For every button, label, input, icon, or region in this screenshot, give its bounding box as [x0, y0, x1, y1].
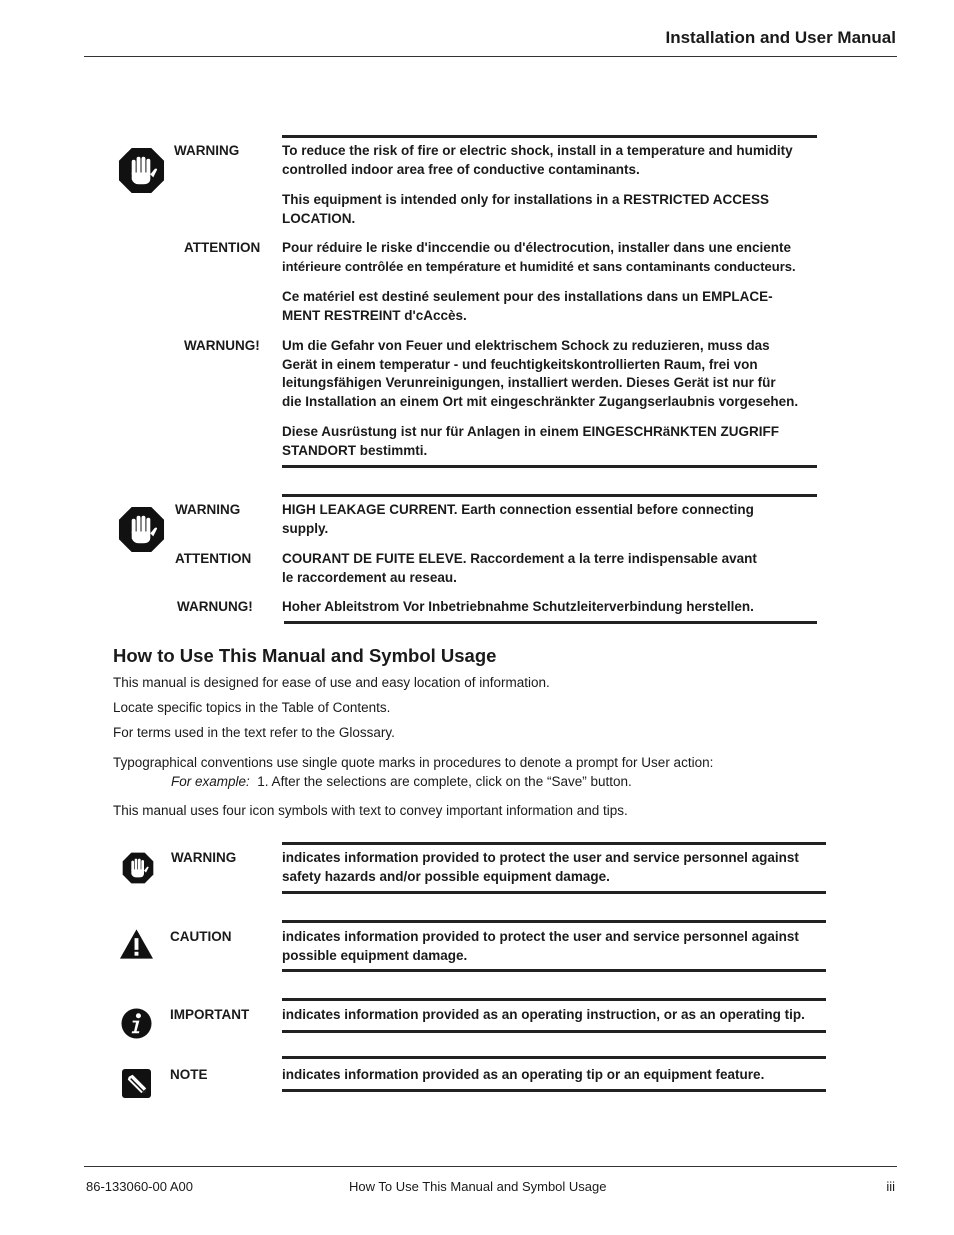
attention-text: Pour réduire le riske d'inccendie ou d'électrocution, installer dans une enciente intérieure contrôlée en température et humidité et sans contaminants conducteurs. — [282, 240, 796, 274]
block-1-top-rule — [282, 135, 817, 138]
example-line — [171, 774, 632, 789]
symbol-description: indicates information provided as an operating instruction, or as an operating tip. — [282, 1007, 805, 1022]
footer-doc-number: 86-133060-00 A00 — [86, 1179, 193, 1194]
warning-text: HIGH LEAKAGE CURRENT. Earth connection essential before connecting supply. — [282, 502, 754, 536]
section-title: How to Use This Manual and Symbol Usage — [113, 645, 497, 666]
attention-label: ATTENTION — [184, 240, 261, 255]
body-paragraph: This manual uses four icon symbols with text to convey important information and tips. — [113, 803, 628, 818]
footer-rule — [84, 1166, 897, 1167]
page-header-title: Installation and User Manual — [665, 28, 896, 47]
attention-label: ATTENTION — [175, 551, 252, 566]
symbol-rule — [282, 842, 826, 845]
attention-text: COURANT DE FUITE ELEVE. Raccordement a la terre indispensable avant le raccordement au reseau. — [282, 551, 757, 585]
footer-section-title: How To Use This Manual and Symbol Usage — [349, 1179, 607, 1194]
example-label: For example: — [171, 774, 250, 789]
block-1-bottom-rule — [282, 465, 817, 468]
stop-hand-icon — [118, 147, 165, 194]
body-paragraph: This manual is designed for ease of use and easy location of information. — [113, 675, 550, 690]
caution-triangle-icon — [119, 928, 154, 960]
warnung-label: WARNUNG! — [177, 599, 253, 614]
info-icon — [121, 1008, 152, 1039]
symbol-label: NOTE — [170, 1067, 208, 1082]
warning-label: WARNING — [175, 502, 241, 517]
warnung-text: Um die Gefahr von Feuer und elektrischem Schock zu reduzieren, muss das Gerät in einem temperatur - und feuchtigkeitskontrollierten Raum, frei von leitungsfähigen Verunreinigungen, installiert werden. Dieses Gerät ist nur für die Installation an einem Ort mit eingeschränkter Zugangserlaubnis vorgesehen. — [282, 338, 799, 409]
example-text: 1. After the selections are complete, click on the “Save” button. — [257, 774, 632, 789]
block-2-bottom-rule — [284, 621, 817, 624]
symbol-description: indicates information provided as an operating tip or an equipment feature. — [282, 1067, 765, 1082]
warnung-text: Hoher Ableitstrom Vor Inbetriebnahme Schutzleiterverbindung herstellen. — [282, 599, 754, 614]
body-paragraph: For terms used in the text refer to the Glossary. — [113, 725, 395, 740]
warnung-label: WARNUNG! — [184, 338, 260, 353]
stop-hand-icon — [122, 852, 154, 884]
note-pencil-icon — [122, 1069, 151, 1098]
stop-hand-icon — [118, 506, 165, 553]
symbol-rule — [282, 1030, 826, 1033]
body-paragraph: Locate specific topics in the Table of Contents. — [113, 700, 391, 715]
symbol-rule — [282, 920, 826, 923]
body-paragraph: Typographical conventions use single quote marks in procedures to denote a prompt for User action: — [113, 755, 714, 770]
warning-text: This equipment is intended only for installations in a RESTRICTED ACCESS LOCATION. — [282, 192, 770, 226]
symbol-rule — [282, 998, 826, 1001]
header-rule — [84, 56, 897, 57]
symbol-description: indicates information provided to protect the user and service personnel against possible equipment damage. — [282, 929, 799, 963]
symbol-rule — [282, 1056, 826, 1059]
symbol-label: IMPORTANT — [170, 1007, 250, 1022]
symbol-description: indicates information provided to protect the user and service personnel against safety hazards and/or possible equipment damage. — [282, 850, 799, 884]
symbol-rule — [282, 969, 826, 972]
warning-label: WARNING — [174, 143, 240, 158]
symbol-rule — [282, 891, 826, 894]
attention-text: Ce matériel est destiné seulement pour des installations dans un EMPLACE- MENT RESTREINT d'cAccès. — [282, 289, 773, 323]
symbol-label: CAUTION — [170, 929, 232, 944]
block-2-top-rule — [282, 494, 817, 497]
symbol-label: WARNING — [171, 850, 237, 865]
footer-page-number: iii — [886, 1179, 895, 1194]
warnung-text: Diese Ausrüstung ist nur für Anlagen in einem EINGESCHRäNKTEN ZUGRIFF STANDORT bestimmti. — [282, 424, 780, 458]
warning-text: To reduce the risk of fire or electric shock, install in a temperature and humidity controlled indoor area free of conductive contaminants. — [282, 143, 793, 177]
symbol-rule — [282, 1089, 826, 1092]
